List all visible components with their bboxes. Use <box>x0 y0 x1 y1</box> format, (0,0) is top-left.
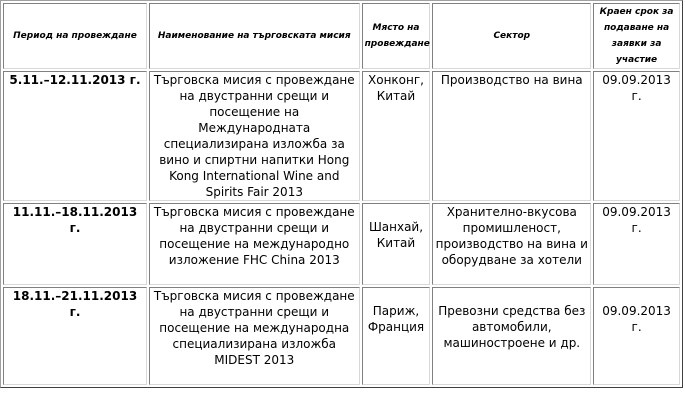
cell-sector: Производство на вина <box>432 71 591 201</box>
cell-mission-name: Търговска мисия с провеждане на двустранни срещи и посещение на международна специализирана изложба MIDEST 2013 <box>149 287 360 385</box>
table-row <box>3 203 680 285</box>
header-deadline: Краен срок за подаване на заявки за участие <box>593 3 680 69</box>
cell-sector: Хранително-вкусова промишленост, производство на вина и оборудване за хотели <box>432 203 591 285</box>
cell-deadline: 09.09.2013 г. <box>593 71 680 201</box>
cell-period: 11.11.–18.11.2013 г. <box>3 203 147 285</box>
header-place: Място на провеждане <box>362 3 431 69</box>
header-mission-name: Наименование на търговската мисия <box>149 3 360 69</box>
cell-mission-name: Търговска мисия с провеждане на двустранни срещи и посещение на международно изложение FHC China 2013 <box>149 203 360 285</box>
cell-place: Хонконг, Китай <box>362 71 431 201</box>
cell-period: 18.11.–21.11.2013 г. <box>3 287 147 385</box>
cell-place: Париж, Франция <box>362 287 431 385</box>
cell-deadline: 09.09.2013 г. <box>593 287 680 385</box>
cell-deadline: 09.09.2013 г. <box>593 203 680 285</box>
cell-mission-name: Търговска мисия с провеждане на двустранни срещи и посещение на Международната специализирана изложба за вино и спиртни напитки Hong Kong International Wine and Spirits Fair 2013 <box>149 71 360 201</box>
cell-place: Шанхай, Китай <box>362 203 431 285</box>
header-period: Период на провеждане <box>3 3 147 69</box>
cell-period: 5.11.–12.11.2013 г. <box>3 71 147 201</box>
cell-sector: Превозни средства без автомобили, машиностроене и др. <box>432 287 591 385</box>
table-header-row <box>3 3 680 69</box>
header-sector: Сектор <box>432 3 591 69</box>
table-row <box>3 287 680 385</box>
table-row <box>3 71 680 201</box>
